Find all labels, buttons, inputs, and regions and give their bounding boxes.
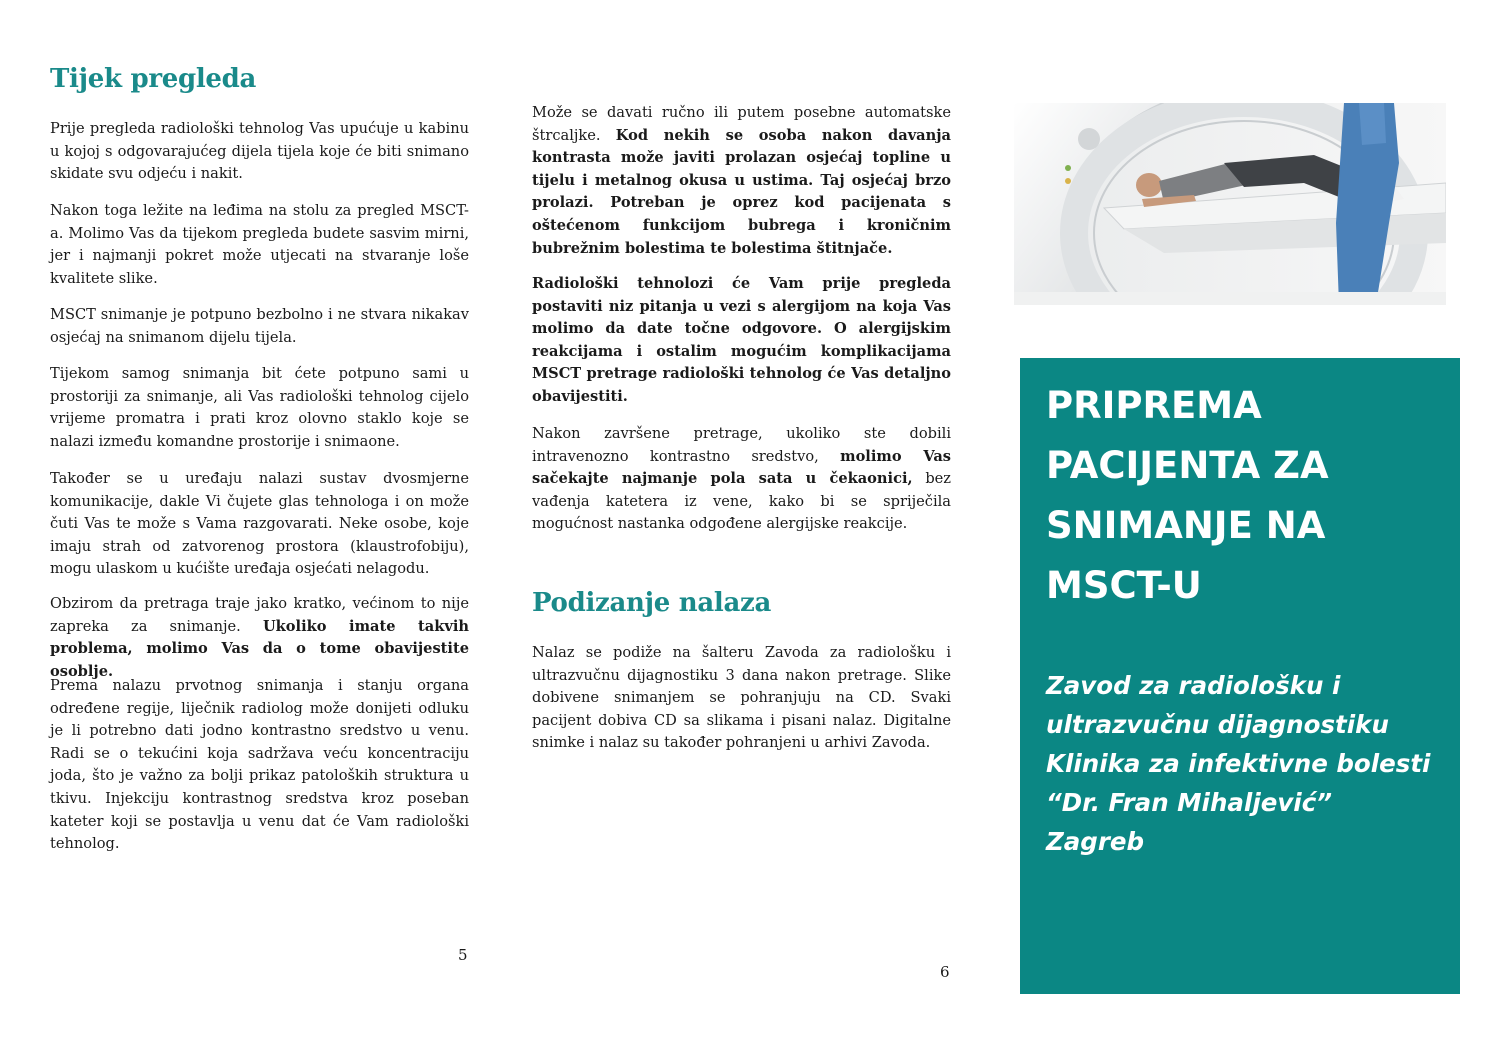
paragraph [50,593,469,683]
text-run: Prije pregleda radiološki tehnolog Vas upućuje u kabinu u kojoj s odgovarajućeg dijela tijela koje će biti snimano skidate svu odjeću i nakit. [50,120,469,183]
cover-title-line: PACIJENTA ZA [1046,444,1329,487]
cover-title [1046,376,1446,616]
cover-subtitle-line: ultrazvučnu dijagnostiku [1046,710,1389,739]
paragraph [532,102,951,260]
text-run: Prema nalazu prvotnog snimanja i stanju organa određene regije, liječnik radiolog može donijeti odluku je li potrebno dati jodno kontrastno sredstvo u venu. Radi se o tekućini koja sadržava veću koncentraciju joda, što je važno za bolji prikaz patoloških struktura u tkivu. Injekciju kontrastnog sredstva kroz poseban kateter koji se postavlja u venu dat će Vam radiološki tehnolog. [50,677,469,853]
text-run: bez vađenja katetera iz vene, kako bi se spriječila mogućnost nastanka odgođene alergijske reakcije. [532,470,951,533]
text-run: Nalaz se podiže na šalteru Zavoda za radiološku i ultrazvučnu dijagnostiku 3 dana nakon pretrage. Slike dobivene snimanjem se pohranjuju na CD. Svaki pacijent dobiva CD sa slikama i pisani nalaz. Digitalne snimke i nalaz su također pohranjeni u arhivi Zavoda. [532,644,951,752]
paragraph [532,642,951,755]
paragraph [50,304,469,349]
paragraph [50,675,469,856]
cover-subtitle-line: Klinika za infektivne bolesti [1046,749,1431,778]
section-title-podizanje-nalaza: Podizanje nalaza [532,588,772,618]
text-run: Nakon toga ležite na leđima na stolu za pregled MSCT-a. Molimo Vas da tijekom pregleda budete sasvim mirni, jer i najmanji pokret može utjecati na stvaranje loše kvalitete slike. [50,202,469,287]
cover-institution [1046,666,1446,861]
cover-title-line: SNIMANJE NA [1046,504,1326,547]
paragraph [50,468,469,581]
bold-text: Radiološki tehnolozi će Vam prije pregleda postaviti niz pitanja u vezi s alergijom na koja Vas molimo da date točne odgovore. O alergijskim reakcijama i ostalim mogućim komplikacijama MSCT pretrage radiološki tehnolog će Vas detaljno obavijestiti. [532,275,951,405]
paragraph [50,200,469,290]
bold-text: Kod nekih se osoba nakon davanja kontrasta može javiti prolazan osjećaj topline u tijelu i metalnog okusa u ustima. Taj osjećaj brzo prolazi. Potreban je oprez kod pacijenata s oštećenom funkcijom bubrega i kroničnim bubrežnim bolestima te bolestima štitnjače. [532,126,951,257]
ct-scanner-photo [1014,103,1446,305]
text-run: Nakon završene pretrage, ukoliko ste dobili intravenozno kontrastno sredstvo, [532,425,951,465]
cover-panel [1020,358,1460,994]
bold-text: molimo Vas sačekajte najmanje pola sata u čekaonici, [532,447,951,488]
page-number: 5 [458,946,468,964]
cover-subtitle-line: Zagreb [1046,827,1145,856]
section-title-tijek-pregleda: Tijek pregleda [50,64,257,94]
cover-subtitle-line: Zavod za radiološku i [1046,671,1341,700]
cover-subtitle-line: “Dr. Fran Mihaljević” [1046,788,1333,817]
paragraph [50,363,469,453]
text-run: Obzirom da pretraga traje jako kratko, većinom to nije zapreka za snimanje. [50,595,469,635]
paragraph [532,423,951,536]
text-run: Može se davati ručno ili putem posebne automatske štrcaljke. [532,104,951,144]
page-number: 6 [940,963,950,981]
paragraph [532,273,951,409]
cover-title-line: MSCT-U [1046,564,1202,607]
cover-title-line: PRIPREMA [1046,384,1262,427]
paragraph [50,118,469,186]
ct-scanner-illustration [1014,103,1446,305]
text-run: MSCT snimanje je potpuno bezbolno i ne stvara nikakav osjećaj na snimanom dijelu tijela. [50,306,469,346]
text-run: Također se u uređaju nalazi sustav dvosmjerne komunikacije, dakle Vi čujete glas tehnologa i on može čuti Vas te može s Vama razgovarati. Neke osobe, koje imaju strah od zatvorenog prostora (klaustrofobiju), mogu ulaskom u kućište uređaja osjećati nelagodu. [50,470,469,578]
bold-text: Ukoliko imate takvih problema, molimo Vas da o tome obavijestite osoblje. [50,617,469,680]
text-run: Tijekom samog snimanja bit ćete potpuno sami u prostoriji za snimanje, ali Vas radiološki tehnolog cijelo vrijeme promatra i prati kroz olovno staklo koje se nalazi između komandne prostorije i snimaone. [50,365,469,450]
